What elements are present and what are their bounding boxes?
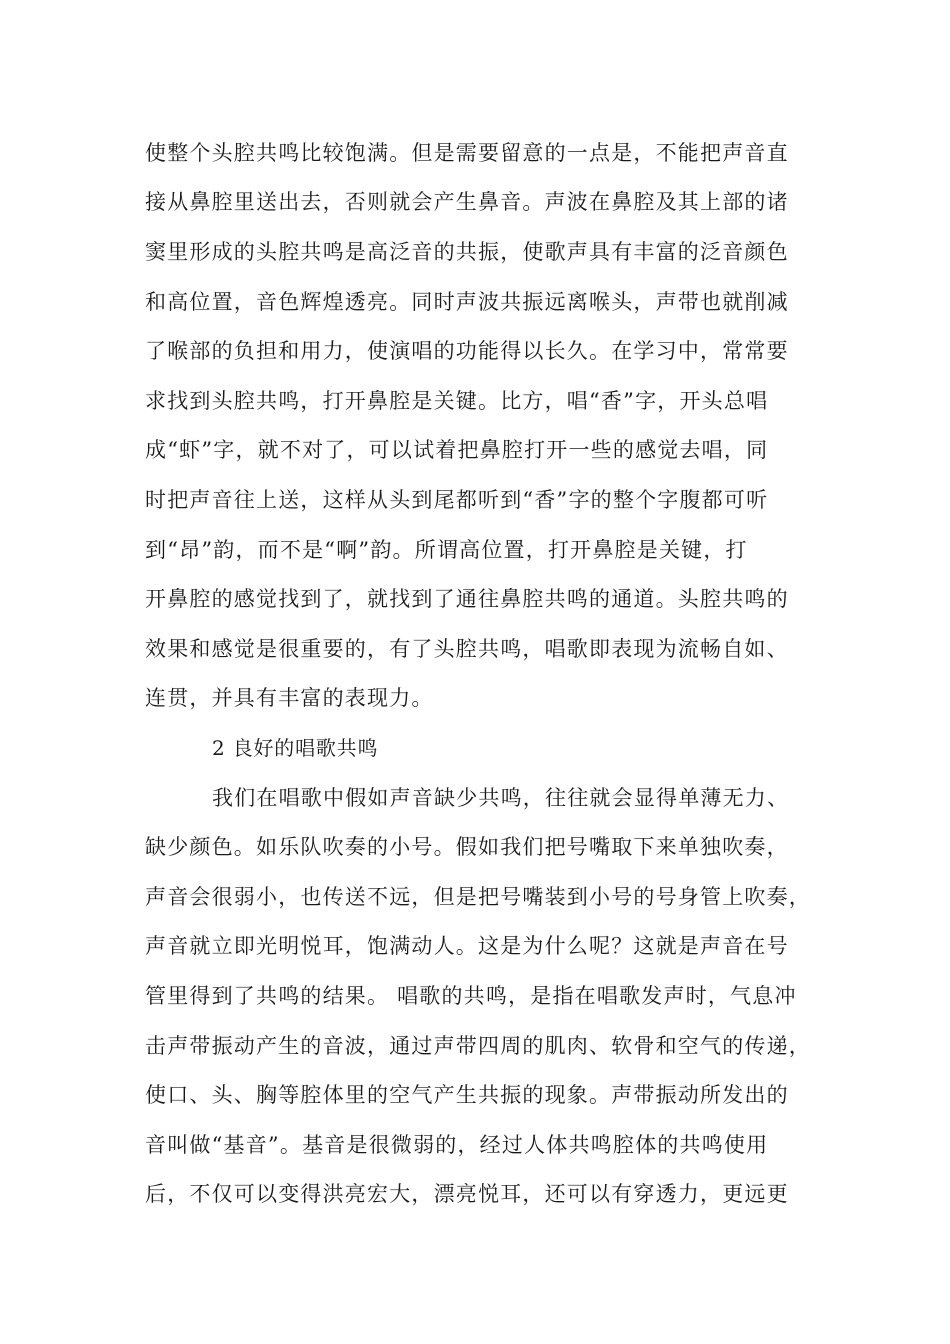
text-line: 后，不仅可以变得洪亮宏大，漂亮悦耳，还可以有穿透力，更远更 — [145, 1182, 789, 1206]
text-line: 和高位置，音色辉煌透亮。同时声波共振远离喉头，声带也就削减 — [145, 290, 789, 314]
text-line: 效果和感觉是很重要的，有了头腔共鸣，唱歌即表现为流畅自如、 — [145, 637, 789, 661]
text-line: 窦里形成的头腔共鸣是高泛音的共振，使歌声具有丰富的泛音颜色 — [145, 240, 789, 264]
text-line: 到“昂”韵，而不是“啊”韵。所谓高位置，打开鼻腔是关键，打 — [145, 538, 748, 562]
text-line: 开鼻腔的感觉找到了，就找到了通往鼻腔共鸣的通道。头腔共鸣的 — [145, 587, 789, 611]
text-line: 接从鼻腔里送出去，否则就会产生鼻音。声波在鼻腔及其上部的诸 — [145, 190, 789, 214]
text-line: 求找到头腔共鸣，打开鼻腔是关键。比方，唱“香”字，开头总唱 — [145, 389, 769, 413]
text-line: 使整个头腔共鸣比较饱满。但是需要留意的一点是，不能把声音直 — [145, 141, 789, 165]
text-line: 音叫做“基音”。基音是很微弱的，经过人体共鸣腔体的共鸣使用 — [145, 1133, 769, 1157]
text-line: 连贯，并具有丰富的表现力。 — [145, 686, 434, 710]
text-line: 缺少颜色。如乐队吹奏的小号。假如我们把号嘴取下来单独吹奏， — [145, 835, 789, 859]
paragraph-first-line: 我们在唱歌中假如声音缺少共鸣，往往就会显得单薄无力、 — [212, 786, 790, 810]
text-line: 管里得到了共鸣的结果。 唱歌的共鸣，是指在唱歌发声时，气息冲 — [145, 984, 797, 1008]
text-line: 时把声音往上送，这样从头到尾都听到“香”字的整个字腹都可听 — [145, 488, 769, 512]
text-line: 成“虾”字，就不对了，可以试着把鼻腔打开一些的感觉去唱，同 — [145, 438, 769, 462]
text-line: 击声带振动产生的音波，通过声带四周的肌肉、软骨和空气的传递， — [145, 1034, 811, 1058]
text-line: 声音会很弱小，也传送不远，但是把号嘴装到小号的号身管上吹奏， — [145, 885, 811, 909]
text-line: 了喉部的负担和用力，使演唱的功能得以长久。在学习中，常常要 — [145, 339, 789, 363]
text-line: 使口、头、胸等腔体里的空气产生共振的现象。声带振动所发出的 — [145, 1083, 789, 1107]
section-heading: 2 良好的唱歌共鸣 — [212, 736, 379, 760]
text-line: 声音就立即光明悦耳，饱满动人。这是为什么呢？这就是声音在号 — [145, 934, 789, 958]
